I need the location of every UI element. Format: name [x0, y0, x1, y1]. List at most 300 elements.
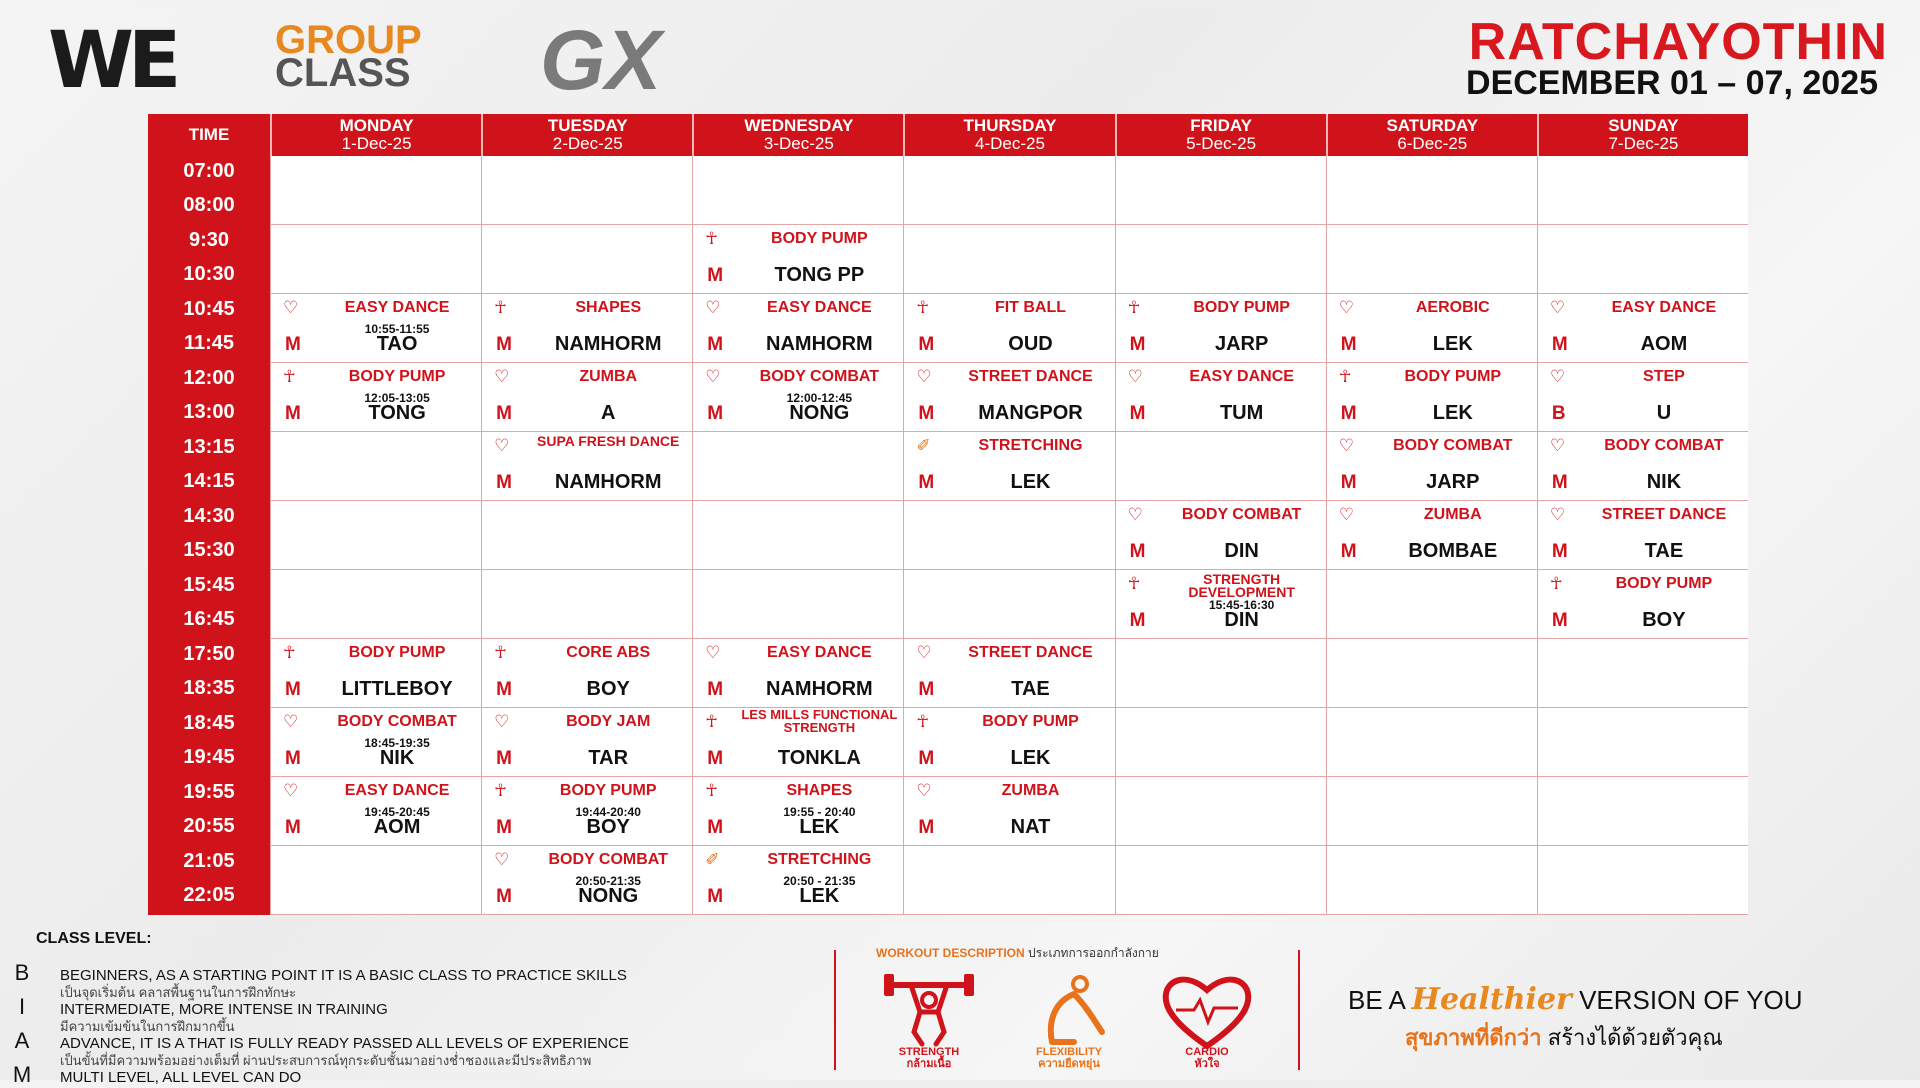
logo-class-text: CLASS: [275, 51, 411, 95]
empty-slot: [1326, 777, 1537, 846]
instructor: BOY: [586, 678, 630, 700]
instructor: NAT: [1010, 816, 1051, 838]
cardio-icon: ♡: [1338, 436, 1354, 455]
class-slot[interactable]: [692, 363, 903, 432]
empty-slot: [1115, 156, 1326, 225]
instructor: AOM: [1640, 333, 1688, 355]
empty-slot: [1115, 777, 1326, 846]
class-level: M: [496, 403, 512, 424]
level-description: MULTI LEVEL, ALL LEVEL CAN DO: [60, 1069, 302, 1086]
class-slot[interactable]: [481, 432, 692, 501]
cardio-icon: ♡: [705, 367, 721, 386]
empty-slot: [270, 501, 481, 570]
flexibility-label: FLEXIBILITY ความยืดหยุ่น: [1036, 1046, 1102, 1070]
end-time: 10:30: [183, 263, 235, 285]
class-name: BODY PUMP: [348, 644, 446, 661]
strength-icon: ☥: [283, 643, 296, 662]
class-name: EASY DANCE: [767, 644, 872, 661]
time-cell: [148, 570, 270, 639]
empty-slot: [1326, 225, 1537, 294]
empty-slot: [1115, 225, 1326, 294]
empty-slot: [1537, 777, 1748, 846]
empty-slot: [692, 156, 903, 225]
class-slot[interactable]: [270, 363, 481, 432]
time-slot-row: [148, 432, 1748, 501]
start-time: 21:05: [183, 850, 235, 872]
class-time: 19:45-20:45: [364, 805, 430, 819]
class-level: M: [496, 334, 512, 355]
class-level: M: [918, 403, 935, 424]
class-name: ZUMBA: [1001, 782, 1060, 799]
time-cell: [148, 156, 270, 225]
class-level: M: [285, 403, 301, 424]
class-level: M: [707, 265, 724, 286]
class-name: SUPA FRESH DANCE: [537, 433, 680, 449]
instructor: NONG: [789, 402, 850, 424]
instructor: DIN: [1224, 540, 1259, 562]
day-name: FRIDAY: [1190, 116, 1252, 135]
day-name: WEDNESDAY: [744, 116, 854, 135]
class-slot[interactable]: [692, 294, 903, 363]
class-slot[interactable]: [270, 777, 481, 846]
class-level: M: [496, 886, 512, 907]
day-date: 4-Dec-25: [975, 134, 1045, 153]
level-description-thai: เป็นขั้นที่มีความพร้อมอย่างเต็มที่ ผ่านประสบการณ์ทุกระดับชั้นมาอย่างช่ำชองและมีประสิทธิภาพ: [60, 1053, 592, 1068]
class-name: EASY DANCE: [344, 782, 450, 799]
instructor: LEK: [799, 885, 840, 907]
class-level: M: [285, 748, 301, 769]
class-name: BODY PUMP: [348, 368, 446, 385]
empty-slot: [1326, 846, 1537, 915]
class-slot[interactable]: [1537, 501, 1748, 570]
class-level: M: [496, 748, 512, 769]
cardio-icon: ♡: [1338, 298, 1354, 317]
empty-slot: [1537, 225, 1748, 294]
class-level: M: [1551, 541, 1568, 562]
flexibility-icon: ✐: [916, 436, 931, 455]
start-time: 18:45: [183, 712, 235, 734]
class-slot[interactable]: [1537, 432, 1748, 501]
empty-slot: [481, 570, 692, 639]
class-time: 12:05-13:05: [364, 391, 430, 405]
empty-slot: [481, 225, 692, 294]
end-time: 11:45: [183, 332, 235, 354]
class-slot[interactable]: [481, 294, 692, 363]
class-name: BODY COMBAT: [759, 368, 880, 385]
class-level: M: [285, 334, 301, 355]
day-header-saturday: [1326, 114, 1537, 156]
class-slot[interactable]: [903, 294, 1114, 363]
instructor: DIN: [1224, 609, 1259, 631]
instructor: OUD: [1008, 333, 1053, 355]
instructor: TONKLA: [777, 747, 861, 769]
class-name: STREET DANCE: [968, 644, 1093, 661]
instructor: TONG PP: [774, 264, 865, 286]
time-slot-row: [148, 363, 1748, 432]
time-cell: [148, 363, 270, 432]
class-time: 12:00-12:45: [786, 391, 853, 405]
instructor: LEK: [1432, 402, 1473, 424]
class-time: 19:55 - 20:40: [783, 805, 856, 819]
cardio-icon: ♡: [494, 367, 510, 386]
class-level: M: [918, 472, 935, 493]
class-name: SHAPES: [575, 299, 642, 316]
class-slot[interactable]: [692, 639, 903, 708]
class-level: M: [1340, 541, 1357, 562]
time-slot-row: [148, 777, 1748, 846]
cardio-icon: ♡: [916, 781, 932, 800]
time-cell: [148, 432, 270, 501]
day-name: THURSDAY: [963, 116, 1057, 135]
day-date: 3-Dec-25: [763, 134, 834, 153]
empty-slot: [1326, 708, 1537, 777]
class-name: AEROBIC: [1415, 299, 1490, 316]
instructor: TAE: [1644, 540, 1684, 562]
instructor: NAMHORM: [766, 678, 873, 700]
class-slot[interactable]: [1326, 432, 1537, 501]
end-time: 13:00: [183, 401, 235, 423]
workout-description-title: WORKOUT DESCRIPTION ประเภทการออกกำลังกาย: [876, 946, 1159, 960]
instructor: U: [1656, 402, 1672, 424]
class-name: BODY COMBAT: [548, 851, 668, 868]
start-time: 19:55: [183, 781, 235, 803]
start-time: 14:30: [183, 505, 235, 527]
class-name: BODY COMBAT: [337, 713, 457, 730]
time-cell: [148, 294, 270, 363]
strength-icon: ☥: [705, 781, 718, 800]
class-level: B: [1551, 403, 1566, 424]
level-description: ADVANCE, IT IS A THAT IS FULLY READY PASSED ALL LEVELS OF EXPERIENCE: [60, 1035, 629, 1052]
end-time: 16:45: [183, 608, 235, 630]
empty-slot: [481, 156, 692, 225]
class-level: M: [707, 403, 724, 424]
time-cell: [148, 639, 270, 708]
class-name: ZUMBA: [579, 368, 638, 385]
strength-icon: ☥: [1127, 574, 1141, 593]
start-time: 12:00: [183, 367, 235, 389]
divider: [834, 950, 836, 1070]
class-name: BODY PUMP: [1404, 368, 1502, 385]
class-name: BODY PUMP: [1193, 299, 1290, 316]
instructor: BOMBAE: [1408, 540, 1498, 562]
day-date: 2-Dec-25: [552, 134, 623, 153]
class-slot[interactable]: [481, 846, 692, 915]
class-name: BODY COMBAT: [1181, 506, 1302, 523]
day-header-thursday: [903, 114, 1114, 156]
start-time: 07:00: [183, 160, 235, 182]
cardio-icon: ♡: [916, 643, 932, 662]
class-slot[interactable]: [692, 225, 903, 294]
end-time: 18:35: [183, 677, 235, 699]
instructor: TONG: [368, 402, 426, 424]
empty-slot: [692, 570, 903, 639]
class-level: M: [1129, 541, 1146, 562]
instructor: LITTLEBOY: [341, 678, 453, 700]
time-slot-row: [148, 570, 1748, 639]
class-level: M: [707, 679, 724, 700]
class-level: M: [1551, 334, 1568, 355]
empty-slot: [1326, 156, 1537, 225]
class-name: BODY PUMP: [1615, 575, 1713, 592]
class-level: M: [496, 472, 512, 493]
class-name: EASY DANCE: [344, 299, 450, 316]
empty-slot: [903, 570, 1114, 639]
cardio-icon: ♡: [494, 850, 510, 869]
class-level: M: [707, 886, 724, 907]
day-date: 1-Dec-25: [341, 134, 412, 153]
cardio-icon: ♡: [1127, 367, 1143, 386]
class-slot[interactable]: [1326, 501, 1537, 570]
class-name: BODY PUMP: [559, 782, 657, 799]
class-slot[interactable]: [903, 639, 1114, 708]
empty-slot: [903, 225, 1114, 294]
empty-slot: [1537, 846, 1748, 915]
class-level: M: [707, 748, 724, 769]
strength-icon: ☥: [494, 298, 507, 317]
cardio-icon: ♡: [494, 712, 510, 731]
empty-slot: [1115, 639, 1326, 708]
level-description: INTERMEDIATE, MORE INTENSE IN TRAINING: [60, 1001, 388, 1018]
empty-slot: [270, 225, 481, 294]
start-time: 9:30: [188, 229, 230, 251]
class-slot[interactable]: [481, 639, 692, 708]
class-slot[interactable]: [1326, 294, 1537, 363]
class-name: STRENGTH DEVELOPMENT: [1188, 571, 1295, 600]
time-cell: [148, 846, 270, 915]
instructor: LEK: [1010, 747, 1051, 769]
flexibility-icon: [1024, 972, 1114, 1052]
class-slot[interactable]: [1115, 363, 1326, 432]
gx-logo: GX: [540, 13, 662, 107]
day-header-sunday: [1537, 114, 1748, 156]
level-description-thai: เป็นจุดเริ่มต้น คลาสพื้นฐานในการฝึกทักษะ: [60, 985, 297, 1000]
class-level: M: [1340, 403, 1357, 424]
class-slot[interactable]: [1537, 363, 1748, 432]
class-time: 15:45-16:30: [1208, 598, 1275, 612]
end-time: 22:05: [183, 884, 235, 906]
instructor: TUM: [1219, 402, 1264, 424]
branch-title: RATCHAYOTHIN: [1468, 13, 1888, 71]
empty-slot: [1115, 846, 1326, 915]
date-range: DECEMBER 01 – 07, 2025: [1466, 64, 1878, 102]
class-level-title: CLASS LEVEL:: [36, 930, 152, 947]
class-name: BODY COMBAT: [1393, 437, 1513, 454]
class-slot[interactable]: [692, 708, 903, 777]
instructor: NIK: [1646, 471, 1682, 493]
cardio-icon: ♡: [1127, 505, 1143, 524]
class-level: M: [707, 817, 724, 838]
class-level: M: [1129, 610, 1146, 631]
empty-slot: [1115, 708, 1326, 777]
class-time: 18:45-19:35: [364, 736, 430, 750]
class-slot[interactable]: [1537, 294, 1748, 363]
empty-slot: [692, 432, 903, 501]
flexibility-icon: ✐: [705, 850, 720, 869]
level-letter: B: [14, 960, 30, 985]
level-letter: I: [18, 994, 26, 1019]
cardio-icon: ♡: [1549, 298, 1566, 317]
empty-slot: [270, 156, 481, 225]
class-name: EASY DANCE: [1189, 368, 1294, 385]
level-description-thai: มีความเข้มข้นในการฝึกมากขึ้น: [60, 1019, 235, 1034]
empty-slot: [1326, 570, 1537, 639]
time-cell: [148, 225, 270, 294]
class-name: SHAPES: [786, 782, 853, 799]
class-name: EASY DANCE: [1611, 299, 1717, 316]
class-level: M: [285, 679, 301, 700]
time-slot-row: [148, 294, 1748, 363]
class-level: M: [1340, 472, 1357, 493]
logo-group-text: GROUP: [275, 18, 422, 62]
empty-slot: [1537, 156, 1748, 225]
class-slot[interactable]: [903, 777, 1114, 846]
instructor: LEK: [1432, 333, 1473, 355]
class-level: M: [918, 679, 935, 700]
day-header-tuesday: [481, 114, 692, 156]
class-name: EASY DANCE: [767, 299, 872, 316]
cardio-icon: ♡: [283, 298, 299, 317]
class-name: BODY PUMP: [771, 230, 868, 247]
class-level: M: [496, 817, 512, 838]
class-level: M: [285, 817, 301, 838]
day-name: MONDAY: [339, 116, 414, 135]
cardio-icon: [1162, 972, 1252, 1052]
strength-icon: ☥: [705, 229, 718, 248]
header: [0, 0, 1920, 110]
instructor: JARP: [1426, 471, 1480, 493]
footer: [0, 920, 1920, 1087]
class-time: 20:50 - 21:35: [783, 874, 856, 888]
class-slot[interactable]: [270, 708, 481, 777]
class-slot[interactable]: [1115, 570, 1326, 639]
class-name: BODY PUMP: [982, 713, 1079, 730]
cardio-icon: ♡: [1338, 505, 1354, 524]
instructor: TAE: [1011, 678, 1050, 700]
day-header-friday: [1115, 114, 1326, 156]
end-time: 08:00: [183, 194, 235, 216]
class-slot[interactable]: [481, 363, 692, 432]
instructor: AOM: [373, 816, 421, 838]
end-time: 14:15: [183, 470, 235, 492]
instructor: NAMHORM: [554, 333, 662, 355]
empty-slot: [270, 570, 481, 639]
class-slot[interactable]: [481, 708, 692, 777]
empty-slot: [692, 501, 903, 570]
class-slot[interactable]: [692, 846, 903, 915]
class-name: ZUMBA: [1423, 506, 1482, 523]
day-name: SUNDAY: [1608, 116, 1679, 135]
day-name: TUESDAY: [547, 116, 628, 135]
class-name: STREET DANCE: [1601, 506, 1727, 523]
slogan-thai: สุขภาพที่ดีกว่า สร้างได้ด้วยตัวคุณ: [1405, 1025, 1723, 1050]
instructor: BOY: [1642, 609, 1686, 631]
strength-icon: ☥: [494, 643, 507, 662]
empty-slot: [1537, 639, 1748, 708]
cardio-icon: ♡: [283, 712, 299, 731]
time-slot-row: [148, 639, 1748, 708]
level-letter: A: [14, 1028, 30, 1053]
strength-icon: ☥: [283, 367, 296, 386]
empty-slot: [1326, 639, 1537, 708]
day-date: 7-Dec-25: [1608, 134, 1679, 153]
class-slot[interactable]: [270, 294, 481, 363]
class-slot[interactable]: [1326, 363, 1537, 432]
strength-label: STRENGTH กล้ามเนื้อ: [898, 1046, 960, 1070]
class-slot[interactable]: [903, 432, 1114, 501]
time-slot-row: [148, 156, 1748, 225]
empty-slot: [1537, 708, 1748, 777]
class-name: FIT BALL: [994, 299, 1067, 316]
class-level: M: [918, 817, 935, 838]
end-time: 19:45: [183, 746, 235, 768]
class-level: M: [707, 334, 724, 355]
start-time: 10:45: [183, 298, 235, 320]
strength-icon: ☥: [705, 712, 718, 731]
empty-slot: [270, 846, 481, 915]
class-level: M: [1551, 610, 1568, 631]
empty-slot: [903, 501, 1114, 570]
instructor: MANGPOR: [978, 402, 1083, 424]
day-name: SATURDAY: [1386, 116, 1479, 135]
class-level: M: [496, 679, 512, 700]
class-name: BODY JAM: [566, 713, 651, 730]
class-time: 20:50-21:35: [575, 874, 641, 888]
class-time: 10:55-11:55: [364, 322, 430, 336]
class-slot[interactable]: [903, 363, 1114, 432]
day-date: 6-Dec-25: [1397, 134, 1468, 153]
cardio-icon: ♡: [283, 781, 299, 800]
end-time: 20:55: [183, 815, 235, 837]
strength-icon: ☥: [1338, 367, 1352, 386]
schedule-header-row: [148, 114, 1748, 156]
class-level: M: [1129, 334, 1146, 355]
strength-icon: ☥: [916, 712, 930, 731]
strength-icon: ☥: [494, 781, 507, 800]
time-slot-row: [148, 846, 1748, 915]
time-cell: [148, 777, 270, 846]
cardio-icon: ♡: [494, 436, 510, 455]
strength-icon: [884, 972, 974, 1052]
class-slot[interactable]: [1115, 501, 1326, 570]
class-slot[interactable]: [481, 777, 692, 846]
cardio-icon: ♡: [916, 367, 932, 386]
class-slot[interactable]: [1115, 294, 1326, 363]
time-header: TIME: [148, 114, 270, 156]
cardio-icon: ♡: [1549, 505, 1566, 524]
strength-icon: ☥: [1127, 298, 1141, 317]
instructor: NAMHORM: [554, 471, 662, 493]
strength-icon: ☥: [916, 298, 930, 317]
class-level: M: [1551, 472, 1568, 493]
class-slot[interactable]: [270, 639, 481, 708]
class-name: STRETCHING: [978, 437, 1083, 454]
empty-slot: [1115, 432, 1326, 501]
class-level: M: [1340, 334, 1357, 355]
level-description: BEGINNERS, AS A STARTING POINT IT IS A BASIC CLASS TO PRACTICE SKILLS: [60, 967, 627, 984]
class-slot[interactable]: [692, 777, 903, 846]
day-header-wednesday: [692, 114, 903, 156]
start-time: 17:50: [183, 643, 235, 665]
class-slot[interactable]: [1537, 570, 1748, 639]
instructor: JARP: [1214, 333, 1269, 355]
class-slot[interactable]: [903, 708, 1114, 777]
instructor: LEK: [1010, 471, 1051, 493]
class-level: M: [918, 334, 935, 355]
day-date: 5-Dec-25: [1186, 134, 1257, 153]
slogan: BE A Healthier VERSION OF YOU: [1348, 982, 1803, 1017]
cardio-label: CARDIO หัวใจ: [1185, 1046, 1229, 1070]
empty-slot: [903, 846, 1114, 915]
